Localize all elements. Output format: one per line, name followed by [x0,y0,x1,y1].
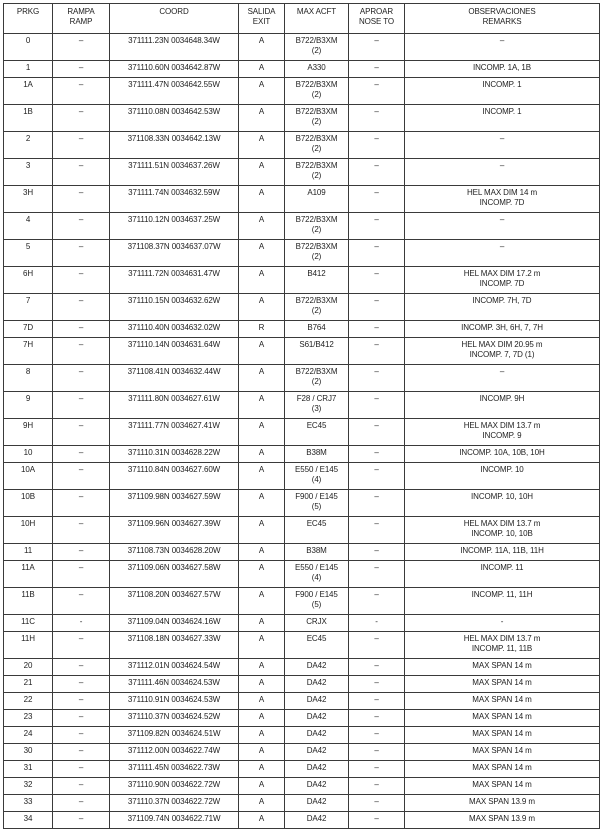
cell-nose-to: – [349,778,405,795]
cell-coord: 371110.31N 0034628.22W [110,446,239,463]
cell-remarks: – [405,365,600,392]
cell-max-acft: DA42 [285,761,349,778]
cell-ramp: – [53,78,110,105]
cell-coord: 371109.04N 0034624.16W [110,615,239,632]
table-row [4,159,600,186]
cell-max-acft: B722/B3XM (2) [285,294,349,321]
cell-prkg: 11H [4,632,53,659]
cell-exit: A [239,778,285,795]
cell-exit: A [239,159,285,186]
cell-coord: 371108.73N 0034628.20W [110,544,239,561]
cell-nose-to: – [349,34,405,61]
table-row [4,321,600,338]
cell-prkg: 7D [4,321,53,338]
table-row [4,213,600,240]
cell-exit: A [239,693,285,710]
cell-exit: A [239,761,285,778]
cell-remarks: INCOMP. 10, 10H [405,490,600,517]
cell-ramp: – [53,676,110,693]
cell-exit: A [239,588,285,615]
table-row [4,240,600,267]
cell-remarks: – [405,132,600,159]
table-row [4,463,600,490]
cell-ramp: – [53,159,110,186]
cell-nose-to: – [349,588,405,615]
cell-ramp: – [53,795,110,812]
table-row [4,78,600,105]
cell-exit: A [239,392,285,419]
cell-max-acft: EC45 [285,632,349,659]
cell-nose-to: – [349,446,405,463]
cell-remarks: INCOMP. 3H, 6H, 7, 7H [405,321,600,338]
cell-coord: 371110.37N 0034622.72W [110,795,239,812]
cell-nose-to: – [349,294,405,321]
cell-max-acft: E550 / E145 (4) [285,463,349,490]
cell-ramp: – [53,490,110,517]
header-remarks: OBSERVACIONES REMARKS [405,4,600,34]
cell-max-acft: B722/B3XM (2) [285,105,349,132]
cell-coord: 371109.98N 0034627.59W [110,490,239,517]
cell-remarks: MAX SPAN 14 m [405,778,600,795]
cell-nose-to: – [349,517,405,544]
cell-nose-to: – [349,561,405,588]
cell-coord: 371111.46N 0034624.53W [110,676,239,693]
cell-max-acft: B38M [285,544,349,561]
cell-exit: A [239,676,285,693]
table-row [4,392,600,419]
header-nose-to: APROAR NOSE TO [349,4,405,34]
cell-max-acft: DA42 [285,744,349,761]
cell-nose-to: – [349,240,405,267]
cell-max-acft: A330 [285,61,349,78]
cell-coord: 371109.06N 0034627.58W [110,561,239,588]
cell-ramp: – [53,778,110,795]
cell-max-acft: CRJX [285,615,349,632]
cell-max-acft: E550 / E145 (4) [285,561,349,588]
cell-remarks: HEL MAX DIM 13.7 m INCOMP. 9 [405,419,600,446]
cell-nose-to: – [349,812,405,829]
table-row [4,267,600,294]
cell-prkg: 33 [4,795,53,812]
cell-exit: A [239,34,285,61]
cell-max-acft: DA42 [285,676,349,693]
cell-prkg: 21 [4,676,53,693]
cell-max-acft: DA42 [285,727,349,744]
table-row [4,812,600,829]
cell-prkg: 10 [4,446,53,463]
cell-exit: A [239,615,285,632]
cell-coord: 371111.74N 0034632.59W [110,186,239,213]
cell-max-acft: B722/B3XM (2) [285,34,349,61]
table-row [4,778,600,795]
cell-coord: 371112.01N 0034624.54W [110,659,239,676]
cell-nose-to: – [349,213,405,240]
cell-coord: 371111.23N 0034648.34W [110,34,239,61]
cell-exit: A [239,795,285,812]
cell-coord: 371110.15N 0034632.62W [110,294,239,321]
cell-remarks: MAX SPAN 14 m [405,761,600,778]
cell-prkg: 30 [4,744,53,761]
cell-ramp: – [53,294,110,321]
cell-nose-to: – [349,761,405,778]
cell-ramp: – [53,710,110,727]
cell-coord: 371111.72N 0034631.47W [110,267,239,294]
cell-ramp: – [53,105,110,132]
cell-exit: A [239,213,285,240]
cell-prkg: 1B [4,105,53,132]
cell-prkg: 10B [4,490,53,517]
header-prkg: PRKG [4,4,53,34]
cell-nose-to: – [349,105,405,132]
cell-exit: A [239,727,285,744]
cell-ramp: – [53,392,110,419]
cell-coord: 371110.90N 0034622.72W [110,778,239,795]
cell-exit: A [239,446,285,463]
cell-remarks: INCOMP. 1A, 1B [405,61,600,78]
cell-nose-to: – [349,795,405,812]
cell-nose-to: – [349,463,405,490]
cell-prkg: 1 [4,61,53,78]
cell-coord: 371110.12N 0034637.25W [110,213,239,240]
cell-prkg: 3H [4,186,53,213]
header-row [4,4,600,34]
cell-prkg: 2 [4,132,53,159]
cell-remarks: INCOMP. 10 [405,463,600,490]
cell-max-acft: DA42 [285,795,349,812]
cell-nose-to: – [349,159,405,186]
cell-max-acft: B722/B3XM (2) [285,78,349,105]
cell-prkg: 7 [4,294,53,321]
cell-remarks: MAX SPAN 13.9 m [405,812,600,829]
cell-nose-to: - [349,615,405,632]
cell-exit: A [239,419,285,446]
table-row [4,659,600,676]
cell-coord: 371108.18N 0034627.33W [110,632,239,659]
cell-remarks: HEL MAX DIM 13.7 m INCOMP. 11, 11B [405,632,600,659]
cell-ramp: – [53,659,110,676]
cell-remarks: INCOMP. 11, 11H [405,588,600,615]
cell-remarks: INCOMP. 11 [405,561,600,588]
cell-nose-to: – [349,267,405,294]
cell-exit: A [239,561,285,588]
cell-max-acft: DA42 [285,710,349,727]
cell-max-acft: B722/B3XM (2) [285,159,349,186]
cell-exit: A [239,78,285,105]
cell-max-acft: B722/B3XM (2) [285,240,349,267]
cell-exit: A [239,744,285,761]
cell-coord: 371108.33N 0034642.13W [110,132,239,159]
cell-ramp: – [53,812,110,829]
cell-prkg: 24 [4,727,53,744]
cell-nose-to: – [349,132,405,159]
cell-prkg: 34 [4,812,53,829]
cell-coord: 371109.96N 0034627.39W [110,517,239,544]
cell-max-acft: A109 [285,186,349,213]
cell-exit: A [239,517,285,544]
cell-max-acft: DA42 [285,778,349,795]
cell-ramp: – [53,588,110,615]
table-row [4,517,600,544]
table-body [4,34,600,829]
cell-exit: A [239,463,285,490]
cell-nose-to: – [349,365,405,392]
table-row [4,727,600,744]
cell-ramp: – [53,744,110,761]
table-row [4,105,600,132]
cell-remarks: MAX SPAN 13.9 m [405,795,600,812]
cell-max-acft: EC45 [285,517,349,544]
cell-nose-to: – [349,321,405,338]
cell-remarks: INCOMP. 9H [405,392,600,419]
cell-nose-to: – [349,659,405,676]
header-coord: COORD [110,4,239,34]
cell-coord: 371111.47N 0034642.55W [110,78,239,105]
cell-max-acft: B722/B3XM (2) [285,365,349,392]
cell-ramp: – [53,446,110,463]
cell-ramp: – [53,727,110,744]
table-row [4,676,600,693]
cell-prkg: 9 [4,392,53,419]
cell-remarks: – [405,213,600,240]
cell-coord: 371111.51N 0034637.26W [110,159,239,186]
cell-remarks: INCOMP. 11A, 11B, 11H [405,544,600,561]
cell-remarks: HEL MAX DIM 20.95 m INCOMP. 7, 7D (1) [405,338,600,365]
cell-coord: 371112.00N 0034622.74W [110,744,239,761]
cell-ramp: – [53,338,110,365]
cell-exit: A [239,186,285,213]
cell-max-acft: B722/B3XM (2) [285,213,349,240]
cell-max-acft: B764 [285,321,349,338]
cell-prkg: 11A [4,561,53,588]
cell-ramp: – [53,321,110,338]
cell-coord: 371111.45N 0034622.73W [110,761,239,778]
header-ramp: RAMPA RAMP [53,4,110,34]
cell-ramp: – [53,517,110,544]
cell-max-acft: B722/B3XM (2) [285,132,349,159]
cell-exit: A [239,490,285,517]
cell-coord: 371110.60N 0034642.87W [110,61,239,78]
cell-max-acft: F900 / E145 (5) [285,588,349,615]
table-row [4,561,600,588]
table-row [4,632,600,659]
cell-prkg: 9H [4,419,53,446]
cell-ramp: – [53,267,110,294]
cell-ramp: – [53,632,110,659]
cell-exit: A [239,365,285,392]
cell-ramp: – [53,240,110,267]
cell-coord: 371110.84N 0034627.60W [110,463,239,490]
cell-nose-to: – [349,693,405,710]
cell-nose-to: – [349,544,405,561]
cell-ramp: – [53,365,110,392]
cell-coord: 371108.41N 0034632.44W [110,365,239,392]
cell-max-acft: B38M [285,446,349,463]
cell-max-acft: F900 / E145 (5) [285,490,349,517]
table-row [4,693,600,710]
cell-coord: 371109.82N 0034624.51W [110,727,239,744]
cell-prkg: 31 [4,761,53,778]
cell-exit: A [239,659,285,676]
table-row [4,338,600,365]
cell-max-acft: DA42 [285,812,349,829]
cell-prkg: 4 [4,213,53,240]
table-row [4,761,600,778]
cell-exit: A [239,240,285,267]
cell-ramp: – [53,561,110,588]
table-row [4,446,600,463]
cell-remarks: - [405,615,600,632]
cell-remarks: – [405,240,600,267]
cell-coord: 371110.40N 0034632.02W [110,321,239,338]
cell-coord: 371110.14N 0034631.64W [110,338,239,365]
cell-ramp: – [53,419,110,446]
cell-exit: A [239,632,285,659]
cell-remarks: INCOMP. 1 [405,105,600,132]
cell-nose-to: – [349,338,405,365]
parking-stands-table [3,3,600,829]
cell-remarks: MAX SPAN 14 m [405,693,600,710]
cell-prkg: 10H [4,517,53,544]
cell-max-acft: S61/B412 [285,338,349,365]
cell-max-acft: F28 / CRJ7 (3) [285,392,349,419]
cell-coord: 371110.37N 0034624.52W [110,710,239,727]
cell-nose-to: – [349,419,405,446]
header-max-acft: MAX ACFT [285,4,349,34]
table-row [4,544,600,561]
cell-max-acft: DA42 [285,693,349,710]
cell-remarks: MAX SPAN 14 m [405,744,600,761]
cell-prkg: 11C [4,615,53,632]
cell-coord: 371108.37N 0034637.07W [110,240,239,267]
cell-prkg: 11 [4,544,53,561]
cell-ramp: - [53,615,110,632]
table-row [4,34,600,61]
cell-ramp: – [53,186,110,213]
cell-prkg: 0 [4,34,53,61]
cell-exit: A [239,812,285,829]
cell-remarks: INCOMP. 7H, 7D [405,294,600,321]
cell-coord: 371110.91N 0034624.53W [110,693,239,710]
cell-prkg: 1A [4,78,53,105]
table-row [4,795,600,812]
cell-exit: A [239,710,285,727]
cell-exit: A [239,338,285,365]
cell-nose-to: – [349,186,405,213]
cell-nose-to: – [349,78,405,105]
cell-ramp: – [53,463,110,490]
cell-prkg: 11B [4,588,53,615]
cell-ramp: – [53,213,110,240]
cell-exit: A [239,544,285,561]
cell-ramp: – [53,761,110,778]
table-row [4,365,600,392]
cell-nose-to: – [349,61,405,78]
cell-coord: 371111.77N 0034627.41W [110,419,239,446]
cell-max-acft: EC45 [285,419,349,446]
cell-coord: 371111.80N 0034627.61W [110,392,239,419]
cell-exit: A [239,267,285,294]
cell-exit: A [239,61,285,78]
cell-remarks: HEL MAX DIM 13.7 m INCOMP. 10, 10B [405,517,600,544]
table-row [4,588,600,615]
cell-prkg: 3 [4,159,53,186]
cell-nose-to: – [349,676,405,693]
cell-prkg: 20 [4,659,53,676]
cell-nose-to: – [349,490,405,517]
cell-nose-to: – [349,710,405,727]
cell-remarks: INCOMP. 10A, 10B, 10H [405,446,600,463]
cell-nose-to: – [349,727,405,744]
table-row [4,294,600,321]
cell-remarks: HEL MAX DIM 17.2 m INCOMP. 7D [405,267,600,294]
cell-prkg: 32 [4,778,53,795]
cell-coord: 371110.08N 0034642.53W [110,105,239,132]
cell-ramp: – [53,61,110,78]
table-row [4,61,600,78]
cell-remarks: MAX SPAN 14 m [405,659,600,676]
cell-remarks: – [405,34,600,61]
table-row [4,744,600,761]
cell-exit: A [239,132,285,159]
cell-ramp: – [53,693,110,710]
table-row [4,615,600,632]
cell-nose-to: – [349,744,405,761]
cell-prkg: 23 [4,710,53,727]
table-row [4,132,600,159]
cell-remarks: HEL MAX DIM 14 m INCOMP. 7D [405,186,600,213]
cell-prkg: 22 [4,693,53,710]
cell-prkg: 5 [4,240,53,267]
cell-nose-to: – [349,392,405,419]
cell-remarks: INCOMP. 1 [405,78,600,105]
cell-coord: 371109.74N 0034622.71W [110,812,239,829]
cell-remarks: MAX SPAN 14 m [405,710,600,727]
cell-ramp: – [53,544,110,561]
table-row [4,490,600,517]
cell-exit: A [239,294,285,321]
table-row [4,419,600,446]
cell-remarks: – [405,159,600,186]
cell-ramp: – [53,34,110,61]
cell-prkg: 6H [4,267,53,294]
cell-remarks: MAX SPAN 14 m [405,727,600,744]
cell-exit: R [239,321,285,338]
table-row [4,710,600,727]
cell-max-acft: B412 [285,267,349,294]
cell-nose-to: – [349,632,405,659]
cell-remarks: MAX SPAN 14 m [405,676,600,693]
cell-exit: A [239,105,285,132]
cell-ramp: – [53,132,110,159]
cell-prkg: 8 [4,365,53,392]
cell-prkg: 7H [4,338,53,365]
cell-max-acft: DA42 [285,659,349,676]
cell-prkg: 10A [4,463,53,490]
header-exit: SALIDA EXIT [239,4,285,34]
table-row [4,186,600,213]
cell-coord: 371108.20N 0034627.57W [110,588,239,615]
